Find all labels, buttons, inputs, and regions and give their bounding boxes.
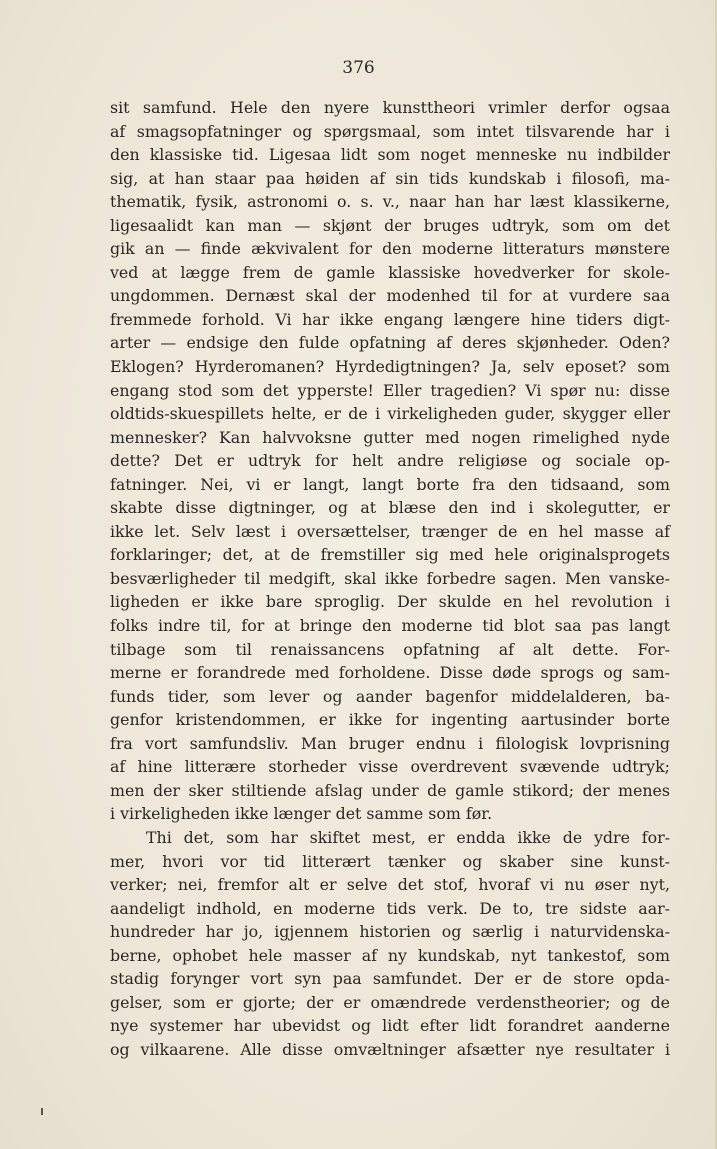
body-text bbox=[110, 96, 670, 1061]
paragraph-start-line: Thi det, som har skiftet mest, er endda ikke de ydre for- bbox=[146, 827, 670, 847]
text-line: mennesker? Kan halvvoksne gutter med nogen rimelighed nyde bbox=[110, 427, 670, 447]
text-line: genfor kristendommen, er ikke for ingenting aartusinder borte bbox=[110, 710, 670, 730]
margin-mark bbox=[41, 1108, 43, 1115]
text-line: oldtids-skuespillets helte, er de i virkeligheden guder, skygger eller bbox=[110, 404, 670, 424]
text-line: stadig forynger vort syn paa samfundet. Der er de store opda- bbox=[110, 969, 670, 989]
text-line: funds tider, som lever og aander bagenfor middelalderen, ba- bbox=[110, 686, 670, 706]
text-line: Eklogen? Hyrderomanen? Hyrdedigtningen? Ja, selv eposet? som bbox=[110, 357, 670, 377]
text-line: af hine litterære storheder visse overdrevent svævende udtryk; bbox=[110, 757, 670, 777]
text-line: ligheden er ikke bare sproglig. Der skulde en hel revolution i bbox=[110, 592, 670, 612]
text-line: gik an — finde ækvivalent for den moderne litteraturs mønstere bbox=[110, 239, 670, 259]
text-line: arter — endsige den fulde opfatning af deres skjønheder. Oden? bbox=[110, 333, 670, 353]
text-line: sit samfund. Hele den nyere kunsttheori vrimler derfor ogsaa bbox=[110, 98, 670, 117]
text-line: thematik, fysik, astronomi o. s. v., naar han har læst klassikerne, bbox=[110, 192, 670, 212]
text-line: folks indre til, for at bringe den moderne tid blot saa pas langt bbox=[110, 616, 670, 636]
text-line: fra vort samfundsliv. Man bruger endnu i filologisk lovprisning bbox=[110, 733, 670, 753]
text-line: ligesaalidt kan man — skjønt der bruges udtryk, som om det bbox=[110, 215, 670, 235]
text-line: hundreder har jo, igjennem historien og særlig i naturvidenska- bbox=[110, 922, 670, 942]
text-line: engang stod som det ypperste! Eller tragedien? Vi spør nu: disse bbox=[110, 380, 670, 400]
text-line: tilbage som til renaissancens opfatning af alt dette. For- bbox=[110, 639, 670, 659]
text-line: fatninger. Nei, vi er langt, langt borte fra den tidsaand, som bbox=[110, 474, 670, 494]
text-line: ikke let. Selv læst i oversættelser, trænger de en hel masse af bbox=[110, 521, 670, 541]
text-line: gelser, som er gjorte; der er omændrede verdenstheorier; og de bbox=[110, 992, 670, 1012]
text-line: nye systemer har ubevidst og lidt efter lidt forandret aanderne bbox=[110, 1016, 670, 1036]
text-line: den klassiske tid. Ligesaa lidt som noget menneske nu indbilder bbox=[110, 145, 670, 165]
paragraph-end-line: i virkeligheden ikke længer det samme som før. bbox=[110, 804, 493, 824]
text-line: dette? Det er udtryk for helt andre religiøse og sociale op- bbox=[110, 451, 670, 471]
page-number: 376 bbox=[342, 58, 375, 78]
text-line: og vilkaarene. Alle disse omvæltninger afsætter nye resultater i bbox=[110, 1039, 670, 1059]
text-line: skabte disse digtninger, og at blæse den ind i skolegutter, er bbox=[110, 498, 670, 518]
text-line: forklaringer; det, at de fremstiller sig med hele originalsprogets bbox=[110, 545, 670, 565]
text-line: merne er forandrede med forholdene. Disse døde sprogs og sam- bbox=[110, 663, 670, 683]
text-line: ungdommen. Dernæst skal der modenhed til for at vurdere saa bbox=[110, 286, 670, 306]
text-line: verker; nei, fremfor alt er selve det stof, hvoraf vi nu øser nyt, bbox=[110, 875, 670, 895]
text-line: besværligheder til medgift, skal ikke forbedre sagen. Men vanske- bbox=[110, 568, 670, 588]
text-line: af smagsopfatninger og spørgsmaal, som intet tilsvarende har i bbox=[110, 121, 670, 141]
text-line: mer, hvori vor tid litterært tænker og skaber sine kunst- bbox=[110, 851, 670, 871]
text-line: men der sker stiltiende afslag under de gamle stikord; der menes bbox=[110, 780, 670, 800]
text-line: berne, ophobet hele masser af ny kundskab, nyt tankestof, som bbox=[110, 945, 670, 965]
text-line: ved at lægge frem de gamle klassiske hovedverker for skole- bbox=[110, 262, 670, 282]
text-line: fremmede forhold. Vi har ikke engang længere hine tiders digt- bbox=[110, 309, 670, 329]
text-line: aandeligt indhold, en moderne tids verk. De to, tre sidste aar- bbox=[110, 898, 670, 918]
text-line: sig, at han staar paa høiden af sin tids kundskab i filosofi, ma- bbox=[110, 168, 670, 188]
